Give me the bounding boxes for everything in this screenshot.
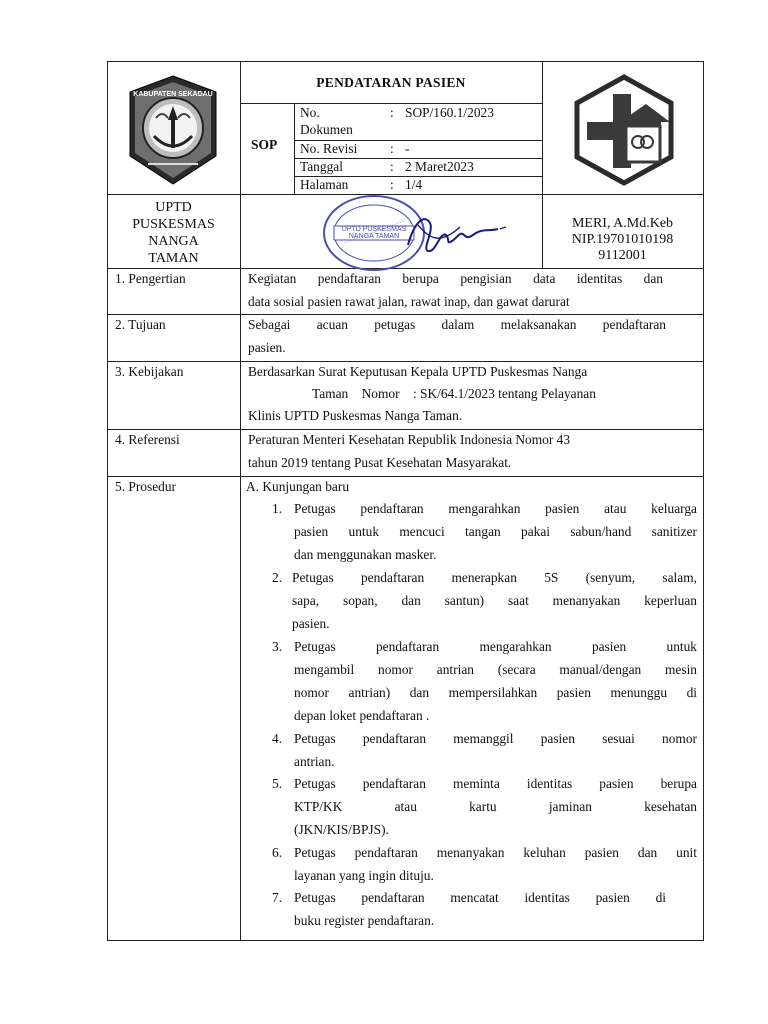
border-kebijakan-bottom — [107, 429, 704, 430]
step-4-line-2: antrian. — [294, 754, 335, 769]
unit-line-4: TAMAN — [148, 251, 199, 266]
field-tanggal-value: 2 Maret2023 — [405, 159, 474, 174]
step-4-line-1: Petugas pendaftaran memanggil pasien sesuai nomor — [294, 731, 697, 746]
step-2-line-2: sapa, sopan, dan santun) saat menanyakan keperluan — [292, 593, 697, 608]
field-halaman-separator: : — [390, 177, 394, 192]
signer-nip-line-1: NIP.19701010198 — [571, 232, 674, 247]
field-revisi-value: - — [405, 141, 410, 156]
tujuan-line-2: pasien. — [248, 340, 286, 355]
field-no-separator: : — [390, 105, 394, 120]
section-tujuan-label: 2. Tujuan — [115, 317, 166, 332]
signer-nip-line-2: 9112001 — [598, 248, 647, 263]
tujuan-line-1: Sebagai acuan petugas dalam melaksanakan pendaftaran — [248, 317, 666, 332]
border-title-bottom — [240, 103, 542, 104]
prosedur-subheading: A. Kunjungan baru — [246, 479, 350, 494]
signer-name: MERI, A.Md.Keb — [571, 216, 674, 231]
section-referensi-label: 4. Referensi — [115, 432, 180, 447]
field-halaman-value: 1/4 — [405, 177, 423, 192]
step-5-number: 5. — [272, 776, 283, 791]
step-7-line-1: Petugas pendaftaran mencatat identitas pasien di — [294, 890, 666, 905]
step-3-line-1: Petugas pendaftaran mengarahkan pasien untuk — [294, 639, 697, 654]
border-top — [107, 61, 704, 62]
step-3-number: 3. — [272, 639, 283, 654]
step-3-line-3: nomor antrian) dan mempersilahkan pasien menunggu di — [294, 685, 697, 700]
border-label-column — [240, 61, 241, 941]
field-halaman-label: Halaman — [300, 177, 349, 192]
pengertian-line-1: Kegiatan pendaftaran berupa pengisian data identitas dan — [248, 271, 663, 286]
document-title: PENDATARAN PASIEN — [316, 75, 466, 90]
svg-text:KABUPATEN SEKADAU: KABUPATEN SEKADAU — [133, 91, 213, 98]
field-revisi-separator: : — [390, 141, 394, 156]
unit-line-1: UPTD — [155, 200, 192, 215]
border-referensi-bottom — [107, 476, 704, 477]
border-tujuan-bottom — [107, 361, 704, 362]
field-no-value: SOP/160.1/2023 — [405, 105, 494, 120]
sop-label: SOP — [251, 137, 278, 152]
step-1-line-2: pasien untuk mencuci tangan pakai sabun/hand sanitizer — [294, 524, 697, 539]
step-5-line-1: Petugas pendaftaran meminta identitas pasien berupa — [294, 776, 697, 791]
step-1-line-1: Petugas pendaftaran mengarahkan pasien atau keluarga — [294, 501, 697, 516]
step-2-number: 2. — [272, 570, 283, 585]
regency-logo — [126, 74, 220, 186]
step-2-line-1: Petugas pendaftaran menerapkan 5S (senyum, salam, — [292, 570, 697, 585]
step-5-line-2: KTP/KK atau kartu jaminan kesehatan — [294, 799, 697, 814]
step-5-line-3: (JKN/KIS/BPJS). — [294, 822, 389, 837]
section-prosedur-label: 5. Prosedur — [115, 479, 176, 494]
section-kebijakan-label: 3. Kebijakan — [115, 364, 184, 379]
border-right — [703, 61, 704, 941]
step-3-line-2: mengambil nomor antrian (secara manual/dengan mesin — [294, 662, 697, 677]
field-tanggal-label: Tanggal — [300, 159, 343, 174]
border-sop-column — [294, 103, 295, 195]
unit-line-2: PUSKESMAS — [132, 217, 215, 232]
border-bottom — [107, 940, 704, 941]
step-6-line-2: layanan yang ingin dituju. — [294, 868, 434, 883]
section-pengertian-label: 1. Pengertian — [115, 271, 186, 286]
step-6-line-1: Petugas pendaftaran menanyakan keluhan pasien dan unit — [294, 845, 697, 860]
referensi-line-2: tahun 2019 tentang Pusat Kesehatan Masyarakat. — [248, 455, 512, 470]
step-6-number: 6. — [272, 845, 283, 860]
stamp-text: UPTD PUSKESMAS NANGA TAMAN — [341, 226, 407, 240]
kebijakan-line-2: Taman Nomor : SK/64.1/2023 tentang Pelayanan — [312, 386, 596, 401]
signature — [400, 205, 510, 260]
border-pengertian-bottom — [107, 314, 704, 315]
field-no-label: No. — [300, 105, 320, 120]
step-4-number: 4. — [272, 731, 283, 746]
pengertian-line-2: data sosial pasien rawat jalan, rawat inap, dan gawat darurat — [248, 294, 570, 309]
step-3-line-4: depan loket pendaftaran . — [294, 708, 430, 723]
kebijakan-line-3: Klinis UPTD Puskesmas Nanga Taman. — [248, 408, 463, 423]
field-no-label-line2: Dokumen — [300, 122, 353, 137]
step-7-number: 7. — [272, 890, 283, 905]
referensi-line-1: Peraturan Menteri Kesehatan Republik Indonesia Nomor 43 — [248, 432, 571, 447]
puskesmas-logo — [570, 74, 678, 186]
step-7-line-2: buku register pendaftaran. — [294, 913, 435, 928]
step-1-line-3: dan menggunakan masker. — [294, 547, 437, 562]
kebijakan-line-1: Berdasarkan Surat Keputusan Kepala UPTD Puskesmas Nanga — [248, 364, 588, 379]
step-2-line-3: pasien. — [292, 616, 330, 631]
field-tanggal-separator: : — [390, 159, 394, 174]
unit-line-3: NANGA — [148, 234, 199, 249]
border-left — [107, 61, 108, 941]
step-1-number: 1. — [272, 501, 283, 516]
field-revisi-label: No. Revisi — [300, 141, 358, 156]
